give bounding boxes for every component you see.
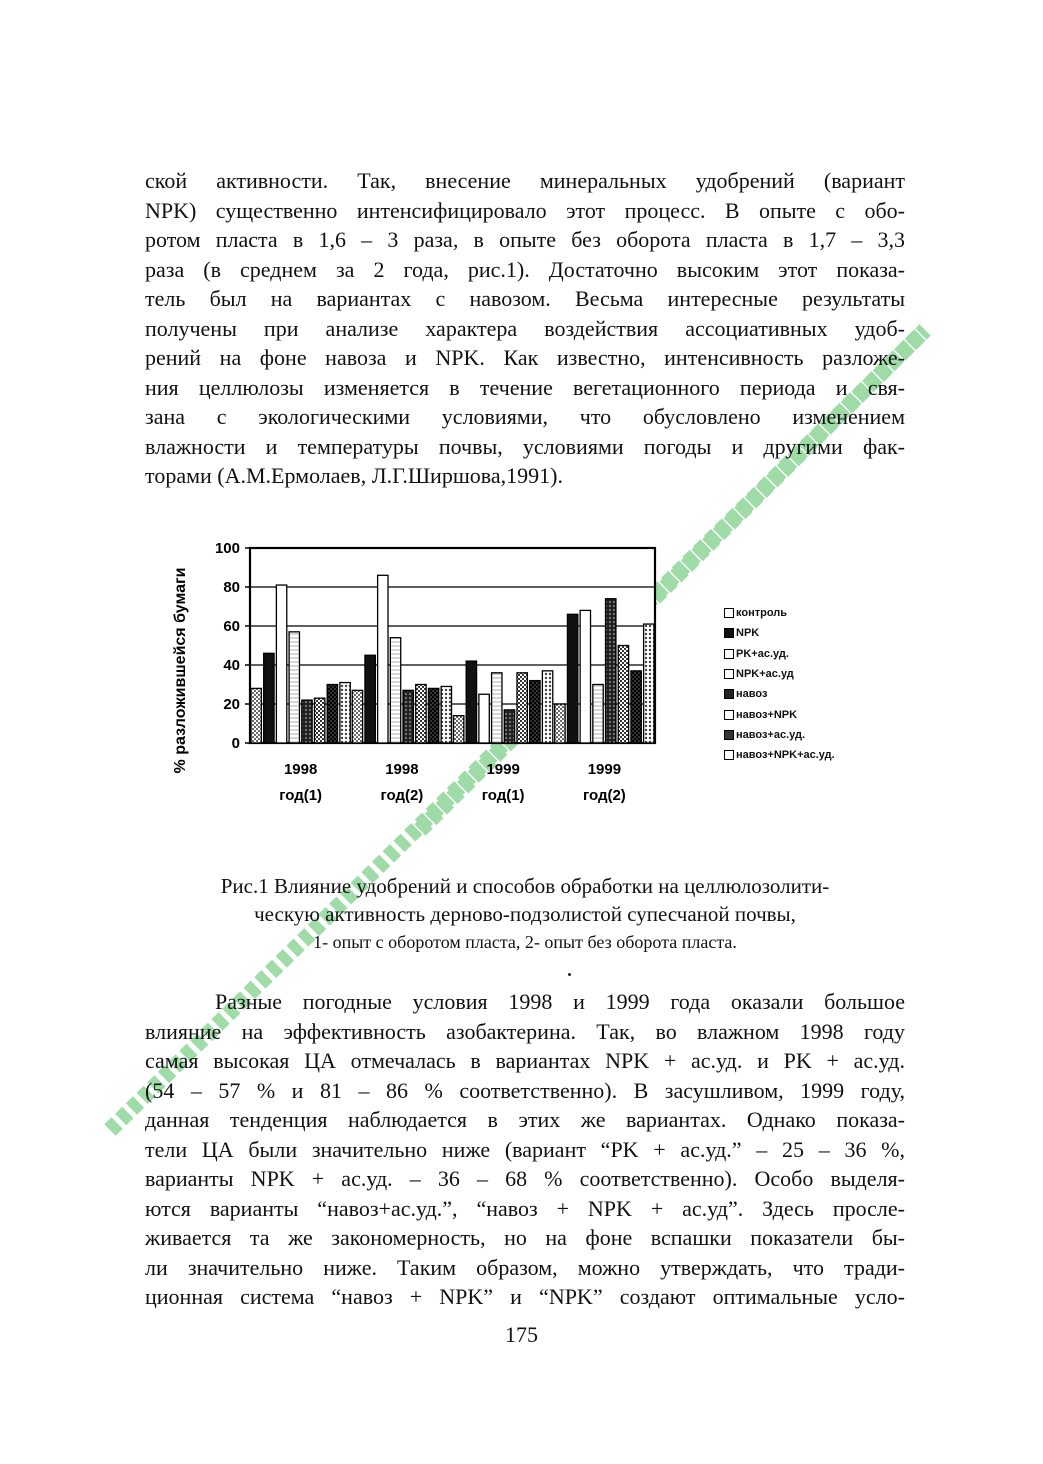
y-tick-label: 40 <box>223 657 240 674</box>
bar-контроль <box>555 704 565 743</box>
legend-swatch <box>724 628 734 638</box>
legend-swatch <box>724 710 734 720</box>
paragraph-top <box>145 166 905 491</box>
legend-item <box>724 644 904 664</box>
text-line: ния целлюлозы изменяется в течение вегетационного периода и свя- <box>145 374 905 400</box>
bar-навоз <box>403 690 413 743</box>
figure-caption <box>140 872 910 956</box>
legend-label: NPK <box>736 627 760 640</box>
text-line: варианты NPK + ас.уд. – 36 – 68 % соответственно). Особо выделя- <box>145 1166 905 1191</box>
text-line: (54 – 57 % и 81 – 86 % соответственно). В засушливом, 1999 году, <box>145 1077 905 1103</box>
legend-item <box>724 623 904 643</box>
bar-PK+ac.уд. <box>378 575 388 743</box>
speck <box>568 973 571 976</box>
legend-item <box>724 603 904 623</box>
bar-NPK <box>567 614 577 743</box>
y-tick-label: 60 <box>223 618 240 635</box>
legend-swatch <box>724 750 734 760</box>
bar-навоз+NPK+ac.уд. <box>441 686 451 743</box>
legend-item <box>724 704 904 724</box>
text-line: ской активности. Так, внесение минеральных удобрений (вариант <box>145 168 905 193</box>
bar-навоз <box>504 710 514 743</box>
legend-swatch <box>724 649 734 659</box>
x-category-label: 1998 <box>283 761 318 778</box>
legend-swatch <box>724 669 734 679</box>
chart-legend <box>724 603 904 765</box>
text-line: самая высокая ЦА отмечалась в вариантах NPK + ас.уд. и PK + ас.уд. <box>145 1048 905 1073</box>
text-line: ционная система “навоз + NPK” и “NPK” создают оптимальные усло- <box>145 1284 905 1309</box>
text-line: зана с экологическими условиями, что обусловлено изменением <box>145 404 905 429</box>
x-category-label: 1998 <box>385 761 419 778</box>
bar-навоз+ac.уд. <box>327 685 337 744</box>
text-line: получены при анализе характера воздействия ассоциативных удоб- <box>145 315 905 341</box>
bar-NPK+ac.уд <box>593 685 603 744</box>
bar-навоз+NPK+ac.уд. <box>542 671 552 743</box>
page-number: 175 <box>505 1322 538 1347</box>
text-line: данная тенденция наблюдается в этих же вариантах. Однако показа- <box>145 1107 905 1132</box>
bar-NPK <box>264 653 274 743</box>
y-tick-label: 80 <box>223 579 240 596</box>
bar-навоз+NPK <box>416 685 426 744</box>
bar-NPK+ac.уд <box>289 632 299 743</box>
bar-NPK <box>365 655 375 743</box>
text-line: тели ЦА были значительно ниже (вариант “PK + ас.уд.” – 25 – 36 %, <box>145 1136 905 1162</box>
bar-навоз+NPK <box>314 698 324 743</box>
x-category-label: год(2) <box>582 787 626 804</box>
bar-контроль <box>251 688 261 743</box>
bar-PK+ac.уд. <box>479 694 489 743</box>
y-tick-label: 0 <box>231 735 240 752</box>
legend-label: PK+ac.уд. <box>736 647 789 660</box>
legend-item <box>724 745 904 765</box>
caption-line: Рис.1 Влияние удобрений и способов обработки на целлюлозолити- <box>220 874 830 898</box>
bar-навоз <box>606 599 616 743</box>
text-line: Разные погодные условия 1998 и 1999 года оказали большое <box>215 989 905 1014</box>
legend-item <box>724 725 904 745</box>
bar-PK+ac.уд. <box>580 610 590 743</box>
x-category-label: 1999 <box>587 761 622 778</box>
text-line: влажности и температуры почвы, условиями погоды и другими фак- <box>145 433 905 459</box>
text-line: ротом пласта в 1,6 – 3 раза, в опыте без оборота пласта в 1,7 – 3,3 <box>145 227 905 252</box>
legend-swatch <box>724 608 734 618</box>
text-line: влияние на эффективность азобактерина. Так, во влажном 1998 году <box>145 1018 905 1044</box>
x-category-label: год(2) <box>380 787 424 804</box>
text-line: NPK) существенно интенсифицировало этот процесс. В опыте с обо- <box>145 197 905 223</box>
bar-PK+ac.уд. <box>276 585 286 743</box>
bar-контроль <box>352 690 362 743</box>
caption-line: 1- опыт с оборотом пласта, 2- опыт без оборота пласта. <box>313 932 737 952</box>
bar-контроль <box>453 716 463 743</box>
text-line: тель был на вариантах с навозом. Весьма интересные результаты <box>145 286 905 311</box>
legend-label: навоз+NPK+ac.уд. <box>736 749 835 762</box>
legend-swatch <box>724 689 734 699</box>
y-axis-label: % разложившейся бумаги <box>172 567 189 774</box>
legend-label: навоз+ac.уд. <box>736 728 806 741</box>
x-category-label: год(1) <box>279 787 323 804</box>
bar-навоз+ac.уд. <box>428 688 438 743</box>
text-line: ются варианты “навоз+ас.уд.”, “навоз + NPK + ас.уд”. Здесь просле- <box>145 1195 905 1221</box>
bar-NPK+ac.уд <box>390 638 400 743</box>
bar-навоз+ac.уд. <box>530 681 540 743</box>
y-tick-label: 20 <box>223 696 240 713</box>
y-tick-label: 100 <box>214 540 240 557</box>
legend-item <box>724 664 904 684</box>
text-line: ли значительно ниже. Таким образом, можно утверждать, что тради- <box>145 1254 905 1280</box>
legend-label: NPK+ac.уд <box>736 668 794 681</box>
legend-item <box>724 684 904 704</box>
legend-swatch <box>724 730 734 740</box>
bar-навоз+NPK+ac.уд. <box>340 683 350 743</box>
paragraph-bottom <box>145 987 905 1312</box>
x-category-label: год(1) <box>481 787 525 804</box>
text-line: раза (в среднем за 2 года, рис.1). Достаточно высоким этот показа- <box>145 256 905 282</box>
legend-label: контроль <box>736 607 788 620</box>
text-line: рений на фоне навоза и NPK. Как известно, интенсивность разложе- <box>145 345 905 370</box>
bar-навоз+NPK <box>517 673 527 743</box>
bar-навоз <box>302 700 312 743</box>
bar-навоз+NPK+ac.уд. <box>644 624 654 743</box>
bar-NPK <box>466 661 476 743</box>
bar-навоз+NPK <box>618 646 628 744</box>
x-category-label: 1999 <box>486 761 520 778</box>
text-line: торами (А.М.Ермолаев, Л.Г.Ширшова,1991). <box>145 463 563 488</box>
caption-line: ческую активность дерново-подзолистой супесчаной почвы, <box>254 902 796 926</box>
text-line: живается та же закономерность, но на фоне вспашки показатели бы- <box>145 1225 905 1250</box>
bar-NPK+ac.уд <box>492 673 502 743</box>
legend-label: навоз+NPK <box>736 708 798 721</box>
bar-навоз+ac.уд. <box>631 671 641 743</box>
legend-label: навоз <box>736 688 768 701</box>
